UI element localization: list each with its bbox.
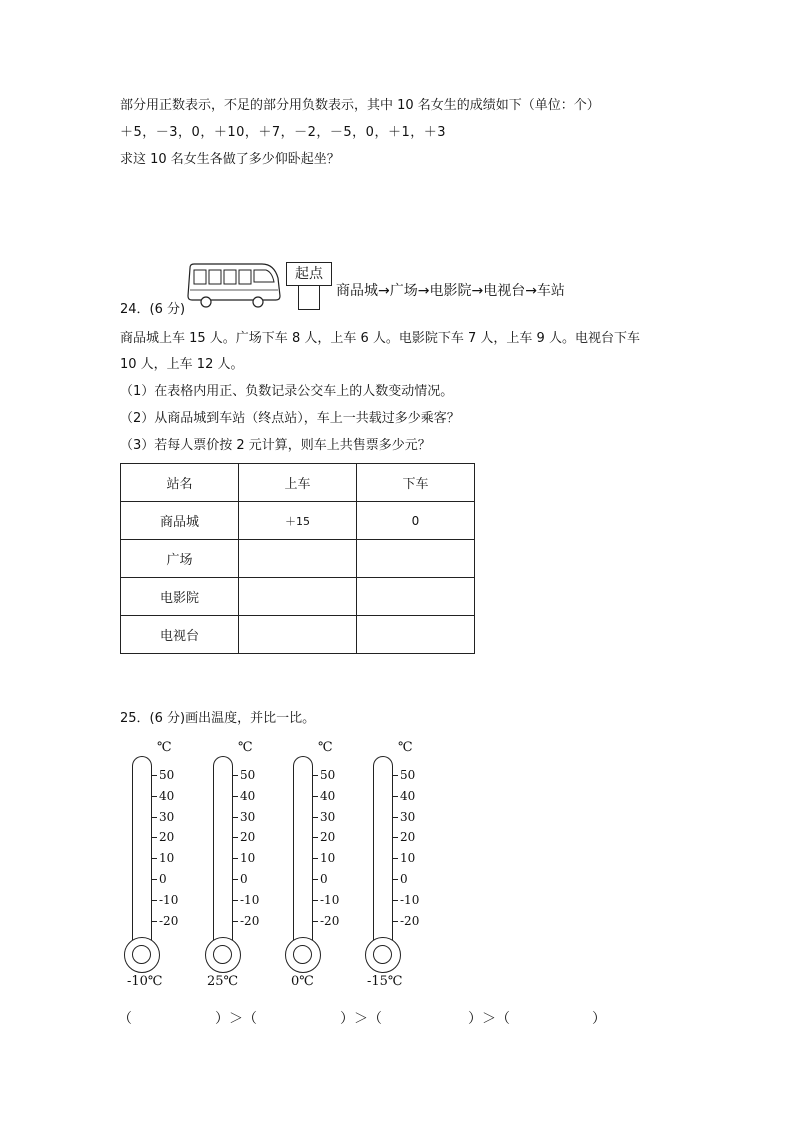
board-cell[interactable] [239,540,357,578]
scale-tick [313,810,343,824]
scale-tick [152,893,182,907]
scale-tick-label: 40 [240,788,256,803]
scale-tick-label: 30 [159,809,175,824]
unit-label: ℃ [238,740,253,755]
scale-tick [393,893,423,907]
compare-gt-2: ）＞（ [340,1011,382,1027]
scale-tick [152,872,182,886]
q23-question: 求这 10 名女生各做了多少仰卧起坐？ [120,152,340,167]
scale-tick-label: 10 [400,851,416,866]
table-header: 上车 [239,464,357,502]
scale-tick-label: -20 [320,913,340,928]
q24-sub1: （1）在表格内用正、负数记录公交车上的人数变动情况。 [120,384,454,399]
thermometer-tube[interactable] [132,756,152,944]
unit-label: ℃ [157,740,172,755]
thermometer-bulb [285,937,321,973]
scale-tick [393,789,423,803]
unit-label: ℃ [398,740,413,755]
scale-tick [233,830,263,844]
board-cell[interactable] [239,578,357,616]
thermometer-bulb-inner [373,945,392,964]
scale-tick-label: 40 [159,788,175,803]
scale-tick-label: 20 [159,830,175,845]
sign-post [298,285,320,310]
scale-tick [393,851,423,865]
scale-tick [393,872,423,886]
scale-tick-label: 30 [320,809,336,824]
compare-open: （ [118,1011,132,1027]
scale-tick [233,893,263,907]
board-cell[interactable] [239,616,357,654]
scale-tick-label: -20 [159,913,179,928]
scale-tick [152,789,182,803]
compare-gt-3: ）＞（ [468,1011,510,1027]
table-row [121,578,475,616]
temperature-caption: -15℃ [367,974,403,989]
scale-tick-label: 0 [159,872,167,886]
scale-tick [313,830,343,844]
thermometer[interactable] [367,740,503,990]
q23-line1: 部分用正数表示，不足的部分用负数表示，其中 10 名女生的成绩如下（单位：个） [120,98,600,113]
table-header: 站名 [121,464,239,502]
compare-close: ） [592,1011,606,1027]
temperature-caption: 25℃ [207,974,239,989]
station-cell: 电影院 [121,578,239,616]
scale-tick [313,789,343,803]
scale-tick [313,914,343,928]
scale-tick [233,914,263,928]
scale-tick [152,851,182,865]
scale-tick [233,810,263,824]
bus-route: 商品城→广场→电影院→电视台→车站 [336,283,565,299]
scale-tick [233,851,263,865]
scale-tick [152,830,182,844]
start-sign: 起点 [286,262,332,286]
scale-tick-label: 30 [400,809,416,824]
compare-gt-1: ）＞（ [215,1011,257,1027]
station-cell: 广场 [121,540,239,578]
scale-tick-label: -10 [240,892,260,907]
scale-tick [393,914,423,928]
station-cell: 电视台 [121,616,239,654]
station-cell: 商品城 [121,502,239,540]
scale-tick-label: -10 [320,892,340,907]
thermometer-bulb-inner [213,945,232,964]
alight-cell[interactable] [357,578,475,616]
scale-tick-label: 0 [400,872,408,886]
scale-tick [233,768,263,782]
temperature-caption: -10℃ [127,974,163,989]
thermometer-bulb-inner [132,945,151,964]
thermometer-scale [313,768,353,928]
table-row [121,502,475,540]
thermometer-tube[interactable] [373,756,393,944]
bus-illustration [186,262,282,314]
scale-tick-label: 40 [320,788,336,803]
thermometer-bulb [124,937,160,973]
scale-tick-label: 0 [240,872,248,886]
scale-tick-label: 20 [320,830,336,845]
scale-tick-label: 10 [240,851,256,866]
scale-tick [313,768,343,782]
scale-tick [393,768,423,782]
alight-cell[interactable] [357,616,475,654]
scale-tick [313,893,343,907]
scale-tick [233,872,263,886]
unit-label: ℃ [318,740,333,755]
table-header-row [121,464,475,502]
alight-cell[interactable] [357,540,475,578]
thermometer-tube[interactable] [293,756,313,944]
scale-tick [233,789,263,803]
scale-tick-label: 50 [400,768,416,782]
temperature-caption: 0℃ [291,974,314,989]
scale-tick-label: -10 [159,892,179,907]
scale-tick-label: 10 [159,851,175,866]
board-cell[interactable]: ＋15 [239,502,357,540]
table-row [121,540,475,578]
q24-number: 24．(6 分) [120,302,186,317]
scale-tick-label: 10 [320,851,336,866]
q24-sub2: （2）从商品城到车站（终点站），车上一共载过多少乘客？ [120,411,460,426]
scale-tick [313,872,343,886]
table-row [121,616,475,654]
q24-sub3: （3）若每人票价按 2 元计算，则车上共售票多少元？ [120,438,431,453]
q24-line2: 10 人，上车 12 人。 [120,357,244,372]
scale-tick-label: 20 [240,830,256,845]
scale-tick [313,851,343,865]
scale-tick-label: 20 [400,830,416,845]
scale-tick-label: -20 [240,913,260,928]
q24-line1: 商品城上车 15 人。广场下车 8 人，上车 6 人。电影院下车 7 人，上车 9 人。电视台下车 [120,331,640,346]
thermometer-bulb [365,937,401,973]
thermometer-tube[interactable] [213,756,233,944]
q25-title: 25．(6 分)画出温度，并比一比。 [120,711,316,726]
scale-tick-label: 50 [320,768,336,782]
alight-cell[interactable]: 0 [357,502,475,540]
scale-tick-label: 50 [240,768,256,782]
thermometer-bulb-inner [293,945,312,964]
thermometer-scale [233,768,273,928]
q23-scores: ＋5，－3，0，＋10，＋7，－2，－5，0，＋1，＋3 [120,125,446,140]
scale-tick [393,830,423,844]
thermometer-bulb [205,937,241,973]
scale-tick-label: 0 [320,872,328,886]
scale-tick [152,810,182,824]
scale-tick [152,914,182,928]
scale-tick-label: -10 [400,892,420,907]
scale-tick-label: -20 [400,913,420,928]
thermometer-scale [393,768,433,928]
scale-tick [152,768,182,782]
scale-tick-label: 40 [400,788,416,803]
scale-tick-label: 30 [240,809,256,824]
scale-tick-label: 50 [159,768,175,782]
thermometer-scale [152,768,192,928]
table-header: 下车 [357,464,475,502]
scale-tick [393,810,423,824]
bus-passenger-table [120,463,475,654]
